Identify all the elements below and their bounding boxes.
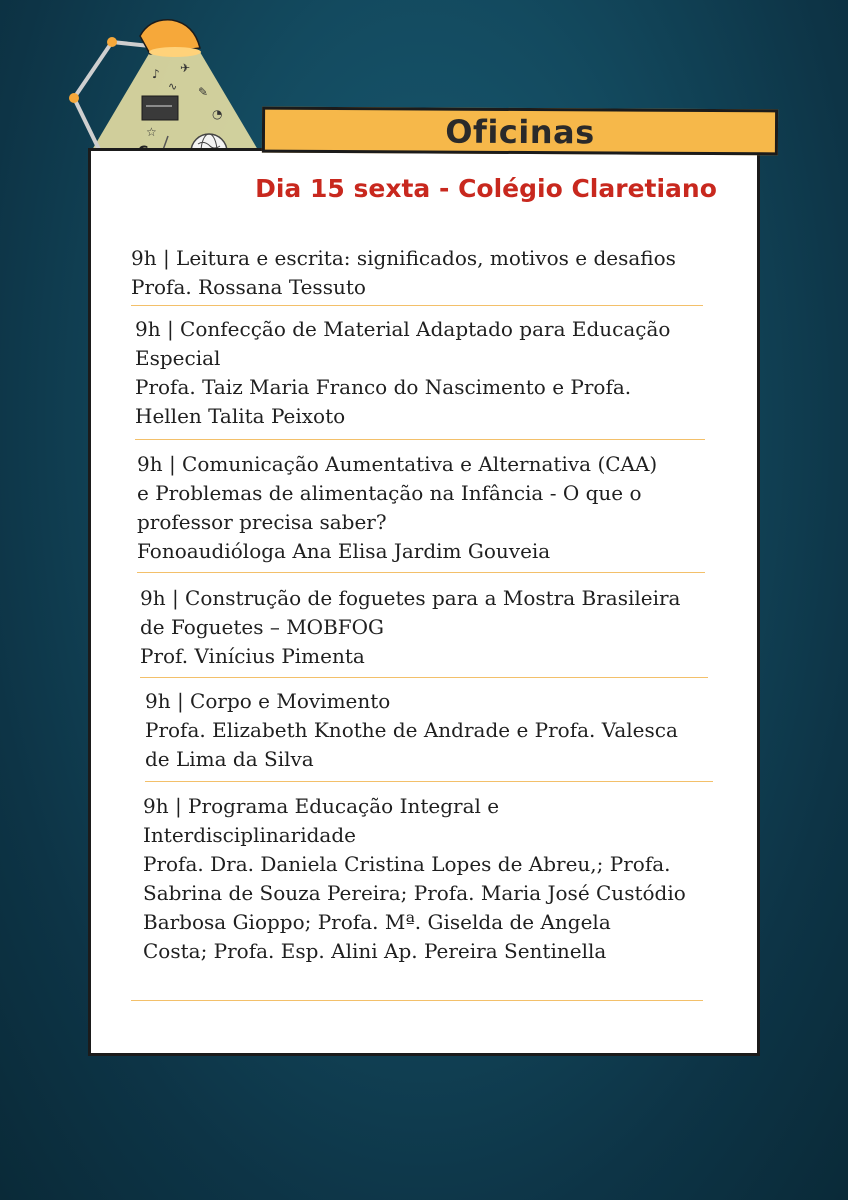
divider	[140, 677, 708, 678]
workshop-line: de Lima da Silva	[145, 747, 314, 771]
workshop-line: Sabrina de Souza Pereira; Profa. Maria José Custódio	[143, 881, 686, 905]
workshop-line: Profa. Taiz Maria Franco do Nascimento e Profa.	[135, 375, 632, 399]
workshop-line: 9h | Leitura e escrita: significados, motivos e desafios	[131, 246, 676, 270]
workshop-line: 9h | Programa Educação Integral e	[143, 794, 500, 818]
workshop-item	[140, 584, 725, 671]
workshop-line: Especial	[135, 346, 221, 370]
divider	[137, 572, 705, 573]
workshop-line: Hellen Talita Peixoto	[135, 404, 346, 428]
workshop-item	[131, 244, 716, 302]
svg-text:♪: ♪	[152, 67, 160, 81]
workshop-line: Costa; Profa. Esp. Alini Ap. Pereira Sentinella	[143, 939, 607, 963]
workshop-line: Barbosa Gioppo; Profa. Mª. Giselda de Angela	[143, 910, 611, 934]
workshop-line: 9h | Corpo e Movimento	[145, 689, 391, 713]
page-title: Oficinas	[445, 112, 595, 152]
workshop-line: 9h | Confecção de Material Adaptado para Educação	[135, 317, 671, 341]
title-banner	[262, 107, 778, 156]
workshop-line: Prof. Vinícius Pimenta	[140, 644, 365, 668]
workshop-line: Profa. Rossana Tessuto	[131, 275, 366, 299]
workshop-item	[137, 450, 722, 566]
page-subtitle: Dia 15 sexta - Colégio Claretiano	[255, 174, 717, 203]
divider	[131, 1000, 703, 1001]
svg-text:✈: ✈	[180, 61, 191, 75]
divider	[131, 305, 703, 306]
svg-text:✎: ✎	[198, 85, 209, 99]
svg-text:☆: ☆	[146, 125, 157, 139]
divider	[135, 439, 705, 440]
workshop-item	[135, 315, 720, 431]
workshop-line: Fonoaudióloga Ana Elisa Jardim Gouveia	[137, 539, 551, 563]
svg-text:∿: ∿	[168, 80, 178, 93]
workshop-line: 9h | Comunicação Aumentativa e Alternativa (CAA)	[137, 452, 658, 476]
workshop-line: Profa. Dra. Daniela Cristina Lopes de Abreu,; Profa.	[143, 852, 671, 876]
svg-text:◔: ◔	[212, 107, 223, 121]
workshop-line: 9h | Construção de foguetes para a Mostra Brasileira	[140, 586, 681, 610]
workshop-line: e Problemas de alimentação na Infância - O que o	[137, 481, 642, 505]
divider	[145, 781, 713, 782]
workshop-item	[145, 687, 730, 774]
workshop-item	[143, 792, 728, 966]
workshop-line: Interdisciplinaridade	[143, 823, 356, 847]
workshop-line: Profa. Elizabeth Knothe de Andrade e Profa. Valesca	[145, 718, 678, 742]
workshop-line: professor precisa saber?	[137, 510, 387, 534]
workshop-line: de Foguetes – MOBFOG	[140, 615, 385, 639]
